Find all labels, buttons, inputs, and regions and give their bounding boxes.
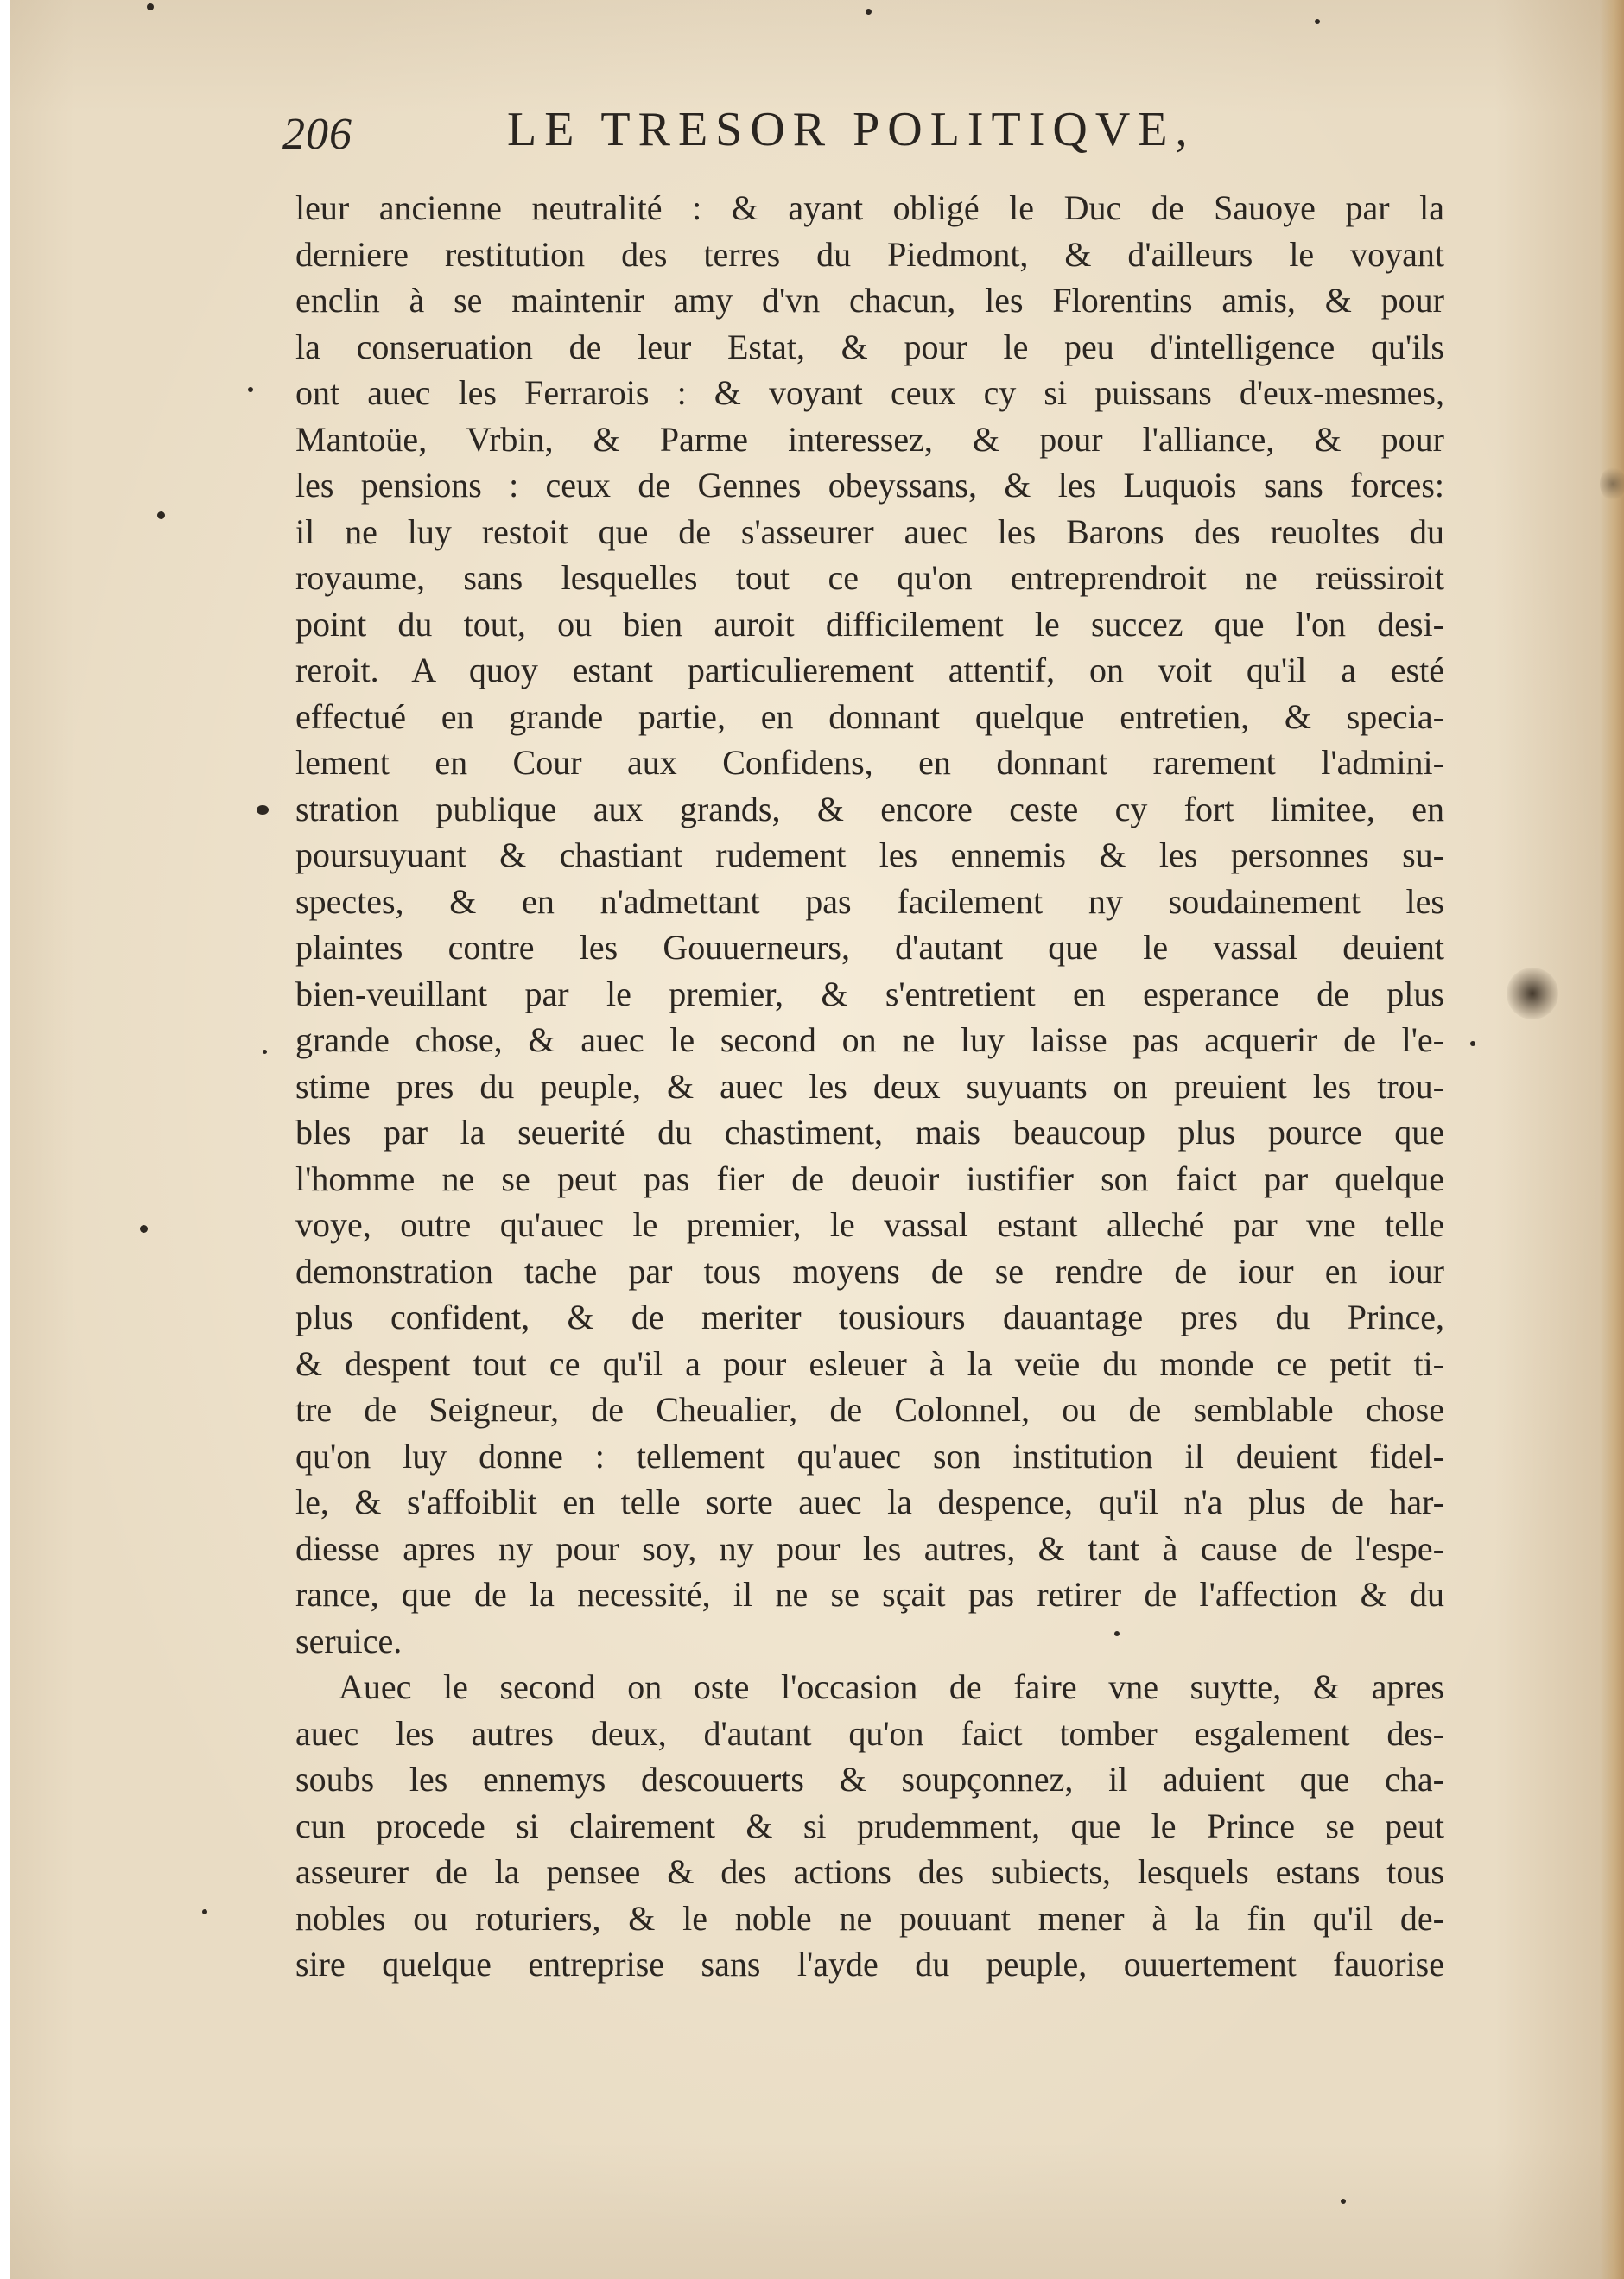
text-line: auec les autres deux, d'autant qu'on faict tomber esgalement des-: [295, 1713, 1444, 1753]
text-line: rance, que de la necessité, il ne se sçait pas retirer de l'affection & du: [295, 1575, 1444, 1614]
book-page: [10, 0, 1624, 2279]
ink-speck: [866, 9, 872, 15]
text-line: bles par la seuerité du chastiment, mais beaucoup plus pource que: [295, 1113, 1444, 1152]
text-line: spectes, & en n'admettant pas facilement ny soudainement les: [295, 881, 1444, 921]
ink-speck: [202, 1909, 207, 1914]
ink-speck: [263, 1050, 267, 1054]
paragraph-start-line: Auec le second on oste l'occasion de faire vne suytte, & apres: [339, 1667, 1444, 1706]
ink-speck: [147, 3, 154, 10]
ink-speck: [257, 805, 269, 815]
text-line: Mantoüe, Vrbin, & Parme interessez, & pour l'alliance, & pour: [295, 419, 1444, 459]
text-line: plus confident, & de meriter tousiours dauantage pres du Prince,: [295, 1298, 1444, 1336]
text-line: effectué en grande partie, en donnant quelque entretien, & specia-: [295, 696, 1444, 736]
ink-speck: [1315, 19, 1320, 24]
ink-speck: [157, 511, 165, 519]
foxing-stain: [1600, 467, 1624, 501]
text-line: il ne luy restoit que de s'asseurer auec les Barons des reuoltes du: [295, 511, 1444, 551]
text-line: soubs les ennemys descouuerts & soupçonnez, il aduient que cha-: [295, 1760, 1444, 1799]
ink-speck: [1114, 1631, 1120, 1636]
text-line: reroit. A quoy estant particulierement attentif, on voit qu'il a esté: [295, 651, 1444, 689]
text-line: voye, outre qu'auec le premier, le vassal estant alleché par vne telle: [295, 1205, 1444, 1244]
text-line: & despent tout ce qu'il a pour esleuer à la veüe du monde ce petit ti-: [295, 1343, 1444, 1383]
text-line: point du tout, ou bien auroit difficilement le succez que l'on desi-: [295, 604, 1444, 644]
text-line: bien-veuillant par le premier, & s'entretient en esperance de plus: [295, 974, 1444, 1013]
text-line: poursuyuant & chastiant rudement les ennemis & les personnes su-: [295, 835, 1444, 874]
text-line: enclin à se maintenir amy d'vn chacun, les Florentins amis, & pour: [295, 281, 1444, 320]
text-line: tre de Seigneur, de Cheualier, de Colonnel, ou de semblable chose: [295, 1390, 1444, 1429]
page-number: 206: [282, 110, 352, 159]
body-text: [295, 185, 1444, 1988]
text-line: grande chose, & auec le second on ne luy laisse pas acquerir de l'e-: [295, 1020, 1444, 1059]
text-line: l'homme ne se peut pas fier de deuoir iustifier son faict par quelque: [295, 1159, 1444, 1198]
text-line: nobles ou roturiers, & le noble ne pouuant mener à la fin qu'il de-: [295, 1898, 1444, 1938]
text-line: la conseruation de leur Estat, & pour le peu d'intelligence qu'ils: [295, 327, 1444, 366]
text-line: plaintes contre les Gouuerneurs, d'autant que le vassal deuient: [295, 928, 1444, 967]
page-header: [282, 102, 1319, 171]
foxing-stain: [1507, 968, 1558, 1019]
running-title: LE TRESOR POLITIQVE,: [507, 103, 1196, 156]
text-line: le, & s'affoiblit en telle sorte auec la despence, qu'il n'a plus de har-: [295, 1482, 1444, 1521]
text-line: seruice.: [295, 1621, 403, 1660]
ink-speck: [1470, 1041, 1475, 1046]
ink-speck: [1341, 2199, 1346, 2204]
text-line: stime pres du peuple, & auec les deux suyuants on preuient les trou-: [295, 1066, 1444, 1106]
text-line: les pensions : ceux de Gennes obeyssans, & les Luquois sans forces:: [295, 466, 1444, 505]
text-line: royaume, sans lesquelles tout ce qu'on entreprendroit ne reüssiroit: [295, 558, 1444, 597]
text-line: stration publique aux grands, & encore ceste cy fort limitee, en: [295, 789, 1444, 828]
text-line: sire quelque entreprise sans l'ayde du peuple, ouuertement fauorise: [295, 1945, 1444, 1984]
text-line: ont auec les Ferrarois : & voyant ceux cy si puissans d'eux-mesmes,: [295, 373, 1444, 412]
text-line: cun procede si clairement & si prudemment, que le Prince se peut: [295, 1806, 1444, 1845]
ink-speck: [248, 387, 253, 392]
page-edge-shading: [1600, 0, 1624, 2279]
text-line: leur ancienne neutralité : & ayant obligé le Duc de Sauoye par la: [295, 188, 1444, 227]
text-line: diesse apres ny pour soy, ny pour les autres, & tant à cause de l'espe-: [295, 1528, 1444, 1568]
ink-speck: [140, 1225, 148, 1233]
text-line: asseurer de la pensee & des actions des subiects, lesquels estans tous: [295, 1852, 1444, 1891]
text-line: demonstration tache par tous moyens de se rendre de iour en iour: [295, 1251, 1444, 1291]
text-line: qu'on luy donne : tellement qu'auec son institution il deuient fidel-: [295, 1436, 1444, 1476]
text-line: derniere restitution des terres du Piedmont, & d'ailleurs le voyant: [295, 234, 1444, 274]
text-line: lement en Cour aux Confidens, en donnant rarement l'admini-: [295, 743, 1444, 782]
